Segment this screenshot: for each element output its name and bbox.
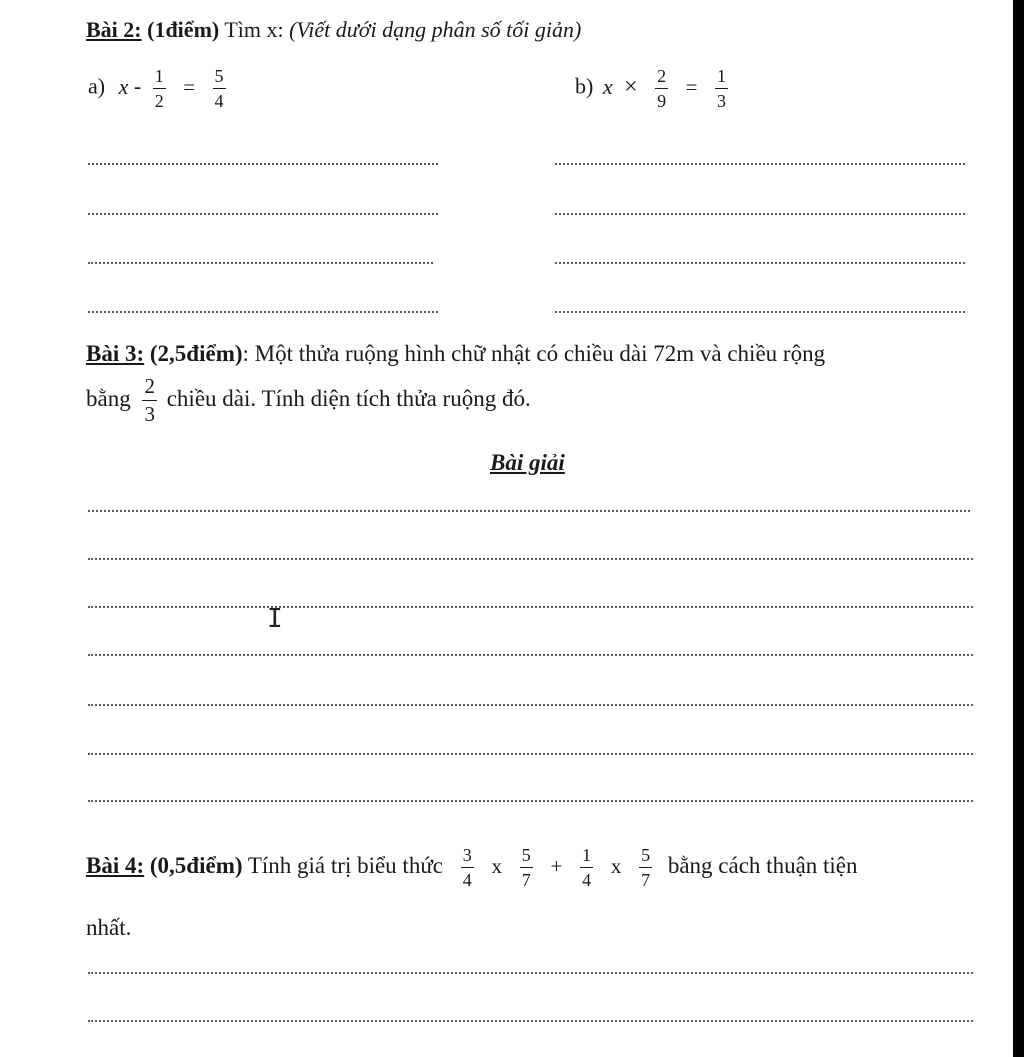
fraction-denominator: 4 [214, 91, 224, 111]
fraction-denominator: 3 [716, 91, 726, 111]
answer-line-a-3[interactable] [88, 262, 433, 264]
bai4-text-1: Tính giá trị biểu thức [242, 852, 443, 878]
bai2-heading [86, 19, 581, 41]
bai4-line-1 [86, 846, 858, 889]
answer-line-b-1[interactable] [555, 163, 965, 165]
part-a-minus: - [133, 73, 142, 99]
bai2-points: (1điểm) [147, 17, 220, 42]
fraction-denominator: 2 [154, 91, 164, 111]
part-b-fraction-2 [715, 67, 728, 110]
bai4-fraction-1 [461, 846, 474, 889]
solution-line-6[interactable] [88, 753, 973, 755]
fraction-numerator: 1 [580, 846, 593, 868]
solution-line-2[interactable] [88, 558, 973, 560]
fraction-denominator: 3 [144, 402, 155, 426]
solution-line-7[interactable] [88, 800, 973, 802]
part-b-equals: = [685, 74, 698, 99]
bai3-label: Bài 3: [86, 341, 145, 366]
fraction-numerator: 1 [153, 67, 166, 89]
bai3-text-2b: chiều dài. Tính diện tích thửa ruộng đó. [166, 385, 531, 411]
answer-line-b-2[interactable] [555, 213, 965, 215]
bai2-text: Tìm x: [219, 17, 290, 42]
part-b-fraction-1 [655, 67, 668, 110]
solution-line-3[interactable] [88, 606, 973, 608]
bai4-fraction-2 [520, 846, 533, 889]
part-a-var: x [118, 73, 129, 99]
fraction-denominator: 7 [521, 870, 531, 890]
bai4-answer-line-2[interactable] [88, 1020, 973, 1022]
bai4-fraction-4 [639, 846, 652, 889]
text-cursor-icon: I [267, 604, 283, 634]
solution-title: Bài giải [490, 450, 565, 475]
answer-line-a-2[interactable] [88, 213, 438, 215]
bai4-text-3: nhất. [86, 915, 132, 940]
solution-line-1[interactable] [88, 510, 970, 512]
bai3-fraction [142, 376, 157, 425]
bai4-op-2: + [550, 853, 563, 878]
answer-line-b-4[interactable] [555, 311, 965, 313]
fraction-denominator: 9 [657, 91, 667, 111]
answer-line-b-3[interactable] [555, 262, 965, 264]
bai2-label: Bài 2: [86, 17, 142, 42]
bai3-line-1 [86, 342, 825, 365]
part-a-equals: = [183, 74, 196, 99]
bai2-part-b [575, 67, 734, 110]
part-a-label: a) [88, 73, 106, 99]
fraction-numerator: 3 [461, 846, 474, 868]
bai4-points: (0,5điểm) [149, 852, 243, 878]
part-b-label: b) [575, 73, 594, 99]
bai3-text-1: : Một thửa ruộng hình chữ nhật có chiều dài 72m và chiều rộng [242, 341, 826, 366]
fraction-denominator: 7 [641, 870, 651, 890]
fraction-denominator: 4 [462, 870, 472, 890]
bai3-points: (2,5điểm) [149, 341, 243, 366]
fraction-numerator: 1 [715, 67, 728, 89]
bai2-note: (Viết dưới dạng phân số tối giản) [289, 17, 582, 42]
bai2-part-a [88, 67, 232, 110]
fraction-numerator: 5 [213, 67, 226, 89]
fraction-numerator: 5 [520, 846, 533, 868]
bai4-label: Bài 4: [86, 852, 145, 878]
part-b-var: x [602, 73, 613, 99]
part-a-fraction-2 [213, 67, 226, 110]
bai4-op-1: x [491, 853, 502, 878]
solution-line-5[interactable] [88, 704, 973, 706]
bai4-text-2: bằng cách thuận tiện [667, 852, 858, 878]
bai4-line-2 [86, 916, 131, 939]
answer-line-a-1[interactable] [88, 163, 438, 165]
fraction-numerator: 2 [655, 67, 668, 89]
bai4-fraction-3 [580, 846, 593, 889]
fraction-numerator: 2 [142, 376, 157, 401]
fraction-numerator: 5 [639, 846, 652, 868]
bai3-text-2a: bằng [86, 385, 131, 411]
bai3-line-2 [86, 376, 531, 425]
part-b-times: × [624, 73, 638, 100]
bai4-op-3: x [610, 853, 622, 878]
solution-line-4[interactable] [88, 654, 973, 656]
answer-line-a-4[interactable] [88, 311, 438, 313]
part-a-fraction-1 [153, 67, 166, 110]
bai4-answer-line-1[interactable] [88, 972, 973, 974]
fraction-denominator: 4 [582, 870, 592, 890]
